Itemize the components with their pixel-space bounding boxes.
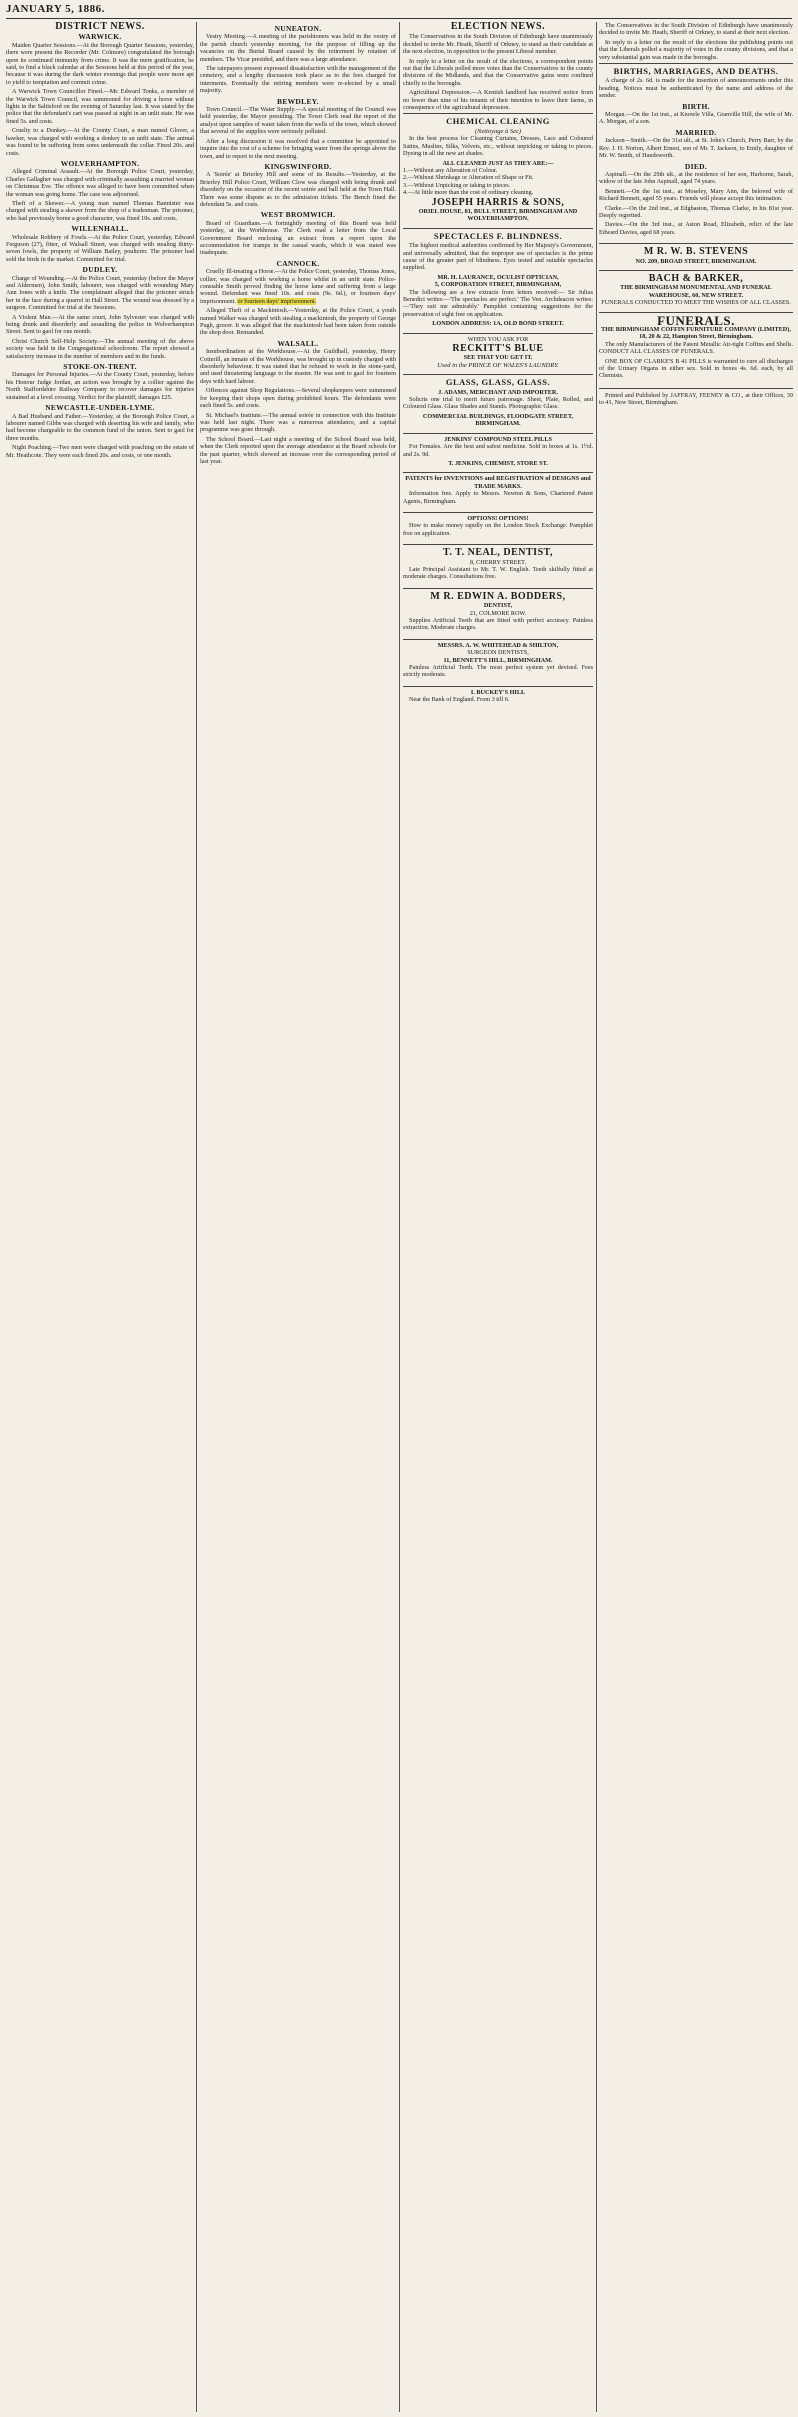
advert-patents	[403, 472, 593, 510]
advert-subtitle: ALL CLEANED JUST AS THEY ARE:—	[442, 159, 554, 167]
advert-address: LONDON ADDRESS: 1A, OLD BOND STREET.	[432, 320, 564, 328]
article-text: Christ Church Self-Help Society.—The annual meeting of the above society was held in the Congregational schoolroom. The report showed a satisfactory increase in the number of members and in the funds.	[6, 337, 194, 360]
article-text: A Violent Man.—At the same court, John Sylvester was charged with being drunk and disorderly and assaulting the police in Wolverhampton Street. Sent to gaol for one month.	[6, 313, 194, 336]
advert-name: MR. H. LAURANCE, OCULIST OPTICIAN,	[437, 273, 559, 281]
list-item: 4.—At little more than the cost of ordinary cleaning.	[403, 189, 534, 197]
article-text: Offences against Shop Regulations.—Several shopkeepers were summoned for keeping their shops open during prohibited hours. The defendants were each fined 5s. and costs.	[200, 387, 396, 410]
article-text: Wholesale Robbery of Fowls.—At the Police Court, yesterday, Edward Ferguson (27), fitter, of Walsall Street, was charged with stealing thirty-seven fowls, the property of William Bailey, poulterer. The prisoner had sold the birds in the market. Committed for trial.	[6, 233, 194, 263]
column-rule	[399, 22, 400, 2412]
notice-entry: Morgan.—On the 1st inst., at Knowle Villa, Granville Hill, the wife of Mr. A. Morgan, of a son.	[599, 111, 793, 126]
advert-text: THE BIRMINGHAM COFFIN FURNITURE COMPANY (LIMITED), 18, 20 & 22, Hampton Street, Birmingham.	[601, 326, 791, 341]
notice-entry: Aspinall.—On the 29th ult., at the residence of her son, Harborne, Sarah, widow of the late John Aspinall, aged 74 years.	[599, 170, 793, 186]
subhead-birth: BIRTH.	[682, 101, 710, 111]
advert-name: M R. W. B. STEVENS	[643, 246, 749, 258]
subhead-warwick: WARWICK.	[78, 32, 122, 42]
advert-text: In the best process for Cleaning Curtains, Dresses, Lace and Coloured Satins, Muslins, Silks, Velvets, etc., without unpicking or taking to pieces. Dyeing in all the new art shades.	[403, 135, 593, 158]
advert-title: SPECTACLES F. BLINDNESS.	[433, 230, 563, 241]
advert-text: The only Manufacturers of the Patent Metallic Air-tight Coffins and Shells. CONDUCT ALL CLASSES OF FUNERALS.	[599, 340, 793, 356]
notice-entry: Jackson—Smith.—On the 31st ult., at St. John's Church, Perry Barr, by the Rev. J. H. Norton, Albert Ernest, son of Mr. T. Jackson, to Emily, daughter of Mr. W. Smith, of Handsworth.	[599, 137, 793, 160]
advert-role: DENTIST,	[483, 602, 513, 610]
advert-address: 5, CORPORATION STREET, BIRMINGHAM,	[434, 281, 562, 289]
subhead-dudley: DUDLEY.	[82, 265, 118, 275]
section-title: ELECTION NEWS.	[450, 22, 546, 32]
list-item: 1.—Without any Alteration of Colour.	[403, 166, 498, 174]
article-text: Agricultural Depression.—A Kentish landlord has received notice from no fewer than nine of his tenants of their intention to leave their farms, in consequence of the agricultural depression.	[403, 89, 593, 112]
section-title: DISTRICT NEWS.	[55, 22, 145, 32]
article-text: The ratepayers present expressed dissatisfaction with the management of the cemetery, and a lengthy discussion took place as to the fees charged for interments. Eventually the retiring members were re-elected by a small majority.	[200, 65, 396, 95]
advert-bach-barker	[599, 270, 793, 310]
column-3	[403, 22, 593, 2412]
advert-chemical-cleaning	[403, 113, 593, 225]
article-text: The Conservatives in the South Division of Edinburgh have unanimously decided to invite Mr. Heath, Sheriff of Orkney, to stand at their next election.	[599, 22, 793, 37]
subhead-walsall: WALSALL.	[277, 338, 319, 348]
advert-text: Solicits one trial to merit future patronage. Sheet, Plate, Rolled, and Coloured Glass. Glass Shades and Stands. Photographic Glass.	[403, 396, 593, 411]
advert-title: JENKINS' COMPOUND STEEL PILLS	[444, 435, 552, 443]
article-text: Night Poaching.—Two men were charged with poaching on the estate of Mr. Heathcote. They were each fined 20s. and costs, or one month.	[6, 444, 194, 459]
subhead-died: DIED.	[684, 161, 708, 171]
advert-subtitle: (Nettoyage à Sec)	[474, 127, 522, 135]
advert-name: I. BUCKEY'S HILL	[470, 688, 526, 696]
advert-text: Near the Bank of England. From 3 till 6.	[409, 696, 510, 704]
advert-options	[403, 512, 593, 542]
advert-role: SURGEON DENTISTS,	[467, 649, 529, 657]
column-4	[599, 22, 793, 2412]
divider	[599, 388, 793, 389]
article-text	[200, 268, 396, 305]
subhead-stoke: STOKE-ON-TRENT.	[63, 362, 137, 372]
advert-text: FUNERALS CONDUCTED TO MEET THE WISHES OF ALL CLASSES.	[601, 299, 791, 307]
article-text: A Bad Husband and Father.—Yesterday, at the Borough Police Court, a labourer named Gibbs was charged with deserting his wife and family, who had become chargeable to the common fund of the union. Sent to gaol for three months.	[6, 412, 194, 442]
article-text: A 'Soirée' at Brierley Hill and some of its Results.—Yesterday, at the Brierley Hill Police Court, William Clow was charged with being drunk and disorderly on the occasion of the recent soirée and ball held at the Town Hall. There was some dispute as to the admission tickets. The Bench fined the defendant 5s. and costs.	[200, 171, 396, 208]
advert-name: T. JENKINS, CHEMIST, STORE ST.	[448, 459, 548, 467]
advert-name: J. ADAMS, MERCHANT AND IMPORTER.	[438, 388, 558, 396]
article-text: Charge of Wounding.—At the Police Court, yesterday (before the Mayor and Aldermen), John Smith, labourer, was charged with wounding Mary Ann Jones with a knife. The complainant alleged that the prisoner struck her in the face during a quarrel in Hall Street. The wound was dressed by a surgeon. Committed for trial at the Sessions.	[6, 274, 194, 312]
list-item: 3.—Without Unpicking or taking to pieces.	[403, 181, 511, 189]
advert-whitehead-dentist	[403, 639, 593, 684]
advert-glass	[403, 374, 593, 430]
advert-address: COMMERCIAL BUILDINGS, FLOODGATE STREET, BIRMINGHAM.	[422, 412, 574, 428]
article-text: The School Board.—Last night a meeting of the School Board was held, when the Clerk reported upon the average attendance at the Board schools for the past quarter, which showed an increase over the corresponding period of last year.	[200, 435, 396, 465]
printer-imprint: Printed and Published by JAFFRAY, FEENEY & CO., at their Offices, 39 to 41, New Street, Birmingham.	[599, 391, 793, 407]
advert-bodders-dentist	[403, 588, 593, 637]
advert-funerals	[599, 312, 793, 385]
advert-name: MESSRS. A. W. WHITEHEAD & SHILTON,	[437, 641, 559, 649]
advert-title: GLASS, GLASS, GLASS.	[445, 377, 551, 388]
article-text: After a long discussion it was resolved that a committee be appointed to inquire into the cost of a scheme for bringing water from the springs above the town, and to report to the next meeting.	[200, 137, 396, 160]
advert-text: For Females. Are the best and safest medicine. Sold in boxes at 1s. 1½d. and 2s. 9d.	[403, 443, 593, 458]
issue-date: JANUARY 5, 1886.	[6, 3, 105, 15]
advert-name: JOSEPH HARRIS & SONS,	[431, 196, 565, 208]
advert-subtitle: Used in the PRINCE OF WALES'S LAUNDRY.	[437, 361, 559, 369]
article-text: Maiden Quarter Sessions.—At the Borough Quarter Sessions, yesterday, there were present the Recorder (Mr. Colmore) congratulated the borough upon its continued immunity from crime. It was the mere gratification, he said, to find a black calendar at the Sessions held at this period of the year, because it was during the dark winter evenings that people were more apt to yield to temptation and commit crime.	[6, 41, 194, 86]
subhead-wolverhampton: WOLVERHAMPTON.	[60, 158, 140, 168]
advert-address: 11, BENNETT'S HILL, BIRMINGHAM.	[443, 656, 553, 664]
advert-text: The highest medical authorities confirmed by Her Majesty's Government, and universally admitted, that the improper use of spectacles is the prime cause of the greater part of blindness. Eyes tested and suitable spectacles supplied.	[403, 242, 593, 272]
advert-title: OPTIONS! OPTIONS!	[467, 514, 529, 522]
advert-name: BACH & BARKER,	[648, 272, 744, 284]
advert-buckey	[403, 686, 593, 709]
advert-tagline: SEE THAT YOU GET IT.	[463, 354, 533, 362]
advert-address: 8, CHERRY STREET.	[469, 558, 527, 566]
article-text: Alleged Theft of a Mackintosh.—Yesterday, at the Police Court, a youth named Walker was charged with stealing a mackintosh, the property of George Pugh, grocer. It was alleged that the mackintosh had been taken from outside the shop door. Remanded.	[200, 307, 396, 337]
advert-spectacles	[403, 228, 593, 331]
article-text: Cruelty to a Donkey.—At the County Court, a man named Glover, a hawker, was charged with working a donkey in an unfit state. The animal was found to be suffering from sores underneath the collar. Fined 20s. and costs.	[6, 127, 194, 157]
notice-entry: Clarke.—On the 2nd inst., at Edgbaston, Thomas Clarke, in his 81st year. Deeply regretted.	[599, 204, 793, 219]
column-rule	[196, 22, 197, 2412]
subhead-newcastle: NEWCASTLE-UNDER-LYME.	[45, 403, 155, 413]
notices-text: A charge of 2s. 6d. is made for the insertion of announcements under this heading. Notices must be authenticated by the name and address of the sender.	[599, 77, 793, 100]
subhead-married: MARRIED.	[675, 127, 717, 137]
article-text: Alleged Criminal Assault.—At the Borough Police Court, yesterday, Charles Gallagher was charged with criminally assaulting a married woman on Christmas Eve. The offence was alleged to have been committed when the woman was going home. The case was adjourned.	[6, 168, 194, 198]
notices-births-marriages-deaths	[599, 63, 793, 241]
subhead-cannock: CANNOCK.	[276, 258, 320, 268]
article-text: Damages for Personal Injuries.—At the County Court, yesterday, before his Honour Judge Jordan, an action was brought by a collier against the North Staffordshire Railway Company to recover damages for injuries sustained at a level crossing. Verdict for the plaintiff, damages £25.	[6, 371, 194, 401]
advert-name: T. T. NEAL, DENTIST,	[442, 547, 554, 559]
column-rule	[596, 22, 597, 2412]
advert-jenkins	[403, 433, 593, 471]
notice-entry: Bennett.—On the 1st inst., at Moseley, Mary Ann, the beloved wife of Richard Bennett, aged 55 years. Friends will please accept this intimation.	[599, 187, 793, 203]
column-1	[6, 22, 194, 2412]
advert-text: Painless Artificial Teeth. The most perfect system yet devised. Fees strictly moderate.	[403, 664, 593, 679]
article-text: Board of Guardians.—A fortnightly meeting of this Board was held yesterday, at the Workhouse. The Clerk read a letter from the Local Government Board enclosing an extract from a report upon the accommodation for tramps in the casual wards, which it was stated was inadequate.	[200, 219, 396, 257]
advert-text: WHEN YOU ASK FOR	[467, 335, 529, 343]
article-text: In reply to a letter on the result of the elections, a correspondent points out that the Liberals polled more votes than the Conservatives in the county divisions of the Midlands, and that the Conservative gains were confined chiefly to the boroughs.	[403, 57, 593, 87]
masthead	[6, 2, 792, 19]
advert-address: NO. 209, BROAD STREET, BIRMINGHAM.	[635, 257, 757, 265]
highlighted-text: or fourteen days' imprisonment.	[237, 297, 317, 305]
advert-text: Information free. Apply to Messrs. Newton & Sons, Chartered Patent Agents, Birmingham.	[403, 490, 593, 505]
advert-title: CHEMICAL CLEANING	[446, 116, 550, 127]
article-text-part: Cruelly Ill-treating a Horse.—At the Police Court, yesterday, Thomas Jones, collier, was charged with working a horse whilst in an unfit state. Police-constable Smith proved finding the horse lame and suffering from a large wound. Defendant was fined 10s. and costs (9s. 6d.), or fourteen days' imprisonment.	[200, 268, 396, 305]
subhead-nuneaton: NUNEATON.	[274, 24, 322, 33]
column-2	[200, 22, 396, 2412]
article-text: Town Council.—The Water Supply.—A special meeting of the Council was held yesterday, the Mayor presiding. The Town Clerk read the report of the analyst upon samples of water taken from the wells of the town, which showed that several of the supplies were seriously polluted.	[200, 106, 396, 136]
notices-title: BIRTHS, MARRIAGES, AND DEATHS.	[613, 66, 779, 77]
list-item: 2.—Without Shrinkage or Alteration of Shape or Fit.	[403, 174, 534, 182]
advert-text: Supplies Artificial Teeth that are fitted with perfect accuracy. Painless extraction. Moderate charges.	[403, 617, 593, 632]
advert-address: ORIEL HOUSE, 81, BULL STREET, BIRMINGHAM AND WOLVERHAMPTON.	[418, 207, 578, 223]
advert-name: RECKITT'S BLUE	[452, 343, 544, 355]
advert-title: PATENTS for INVENTIONS and REGISTRATION of DESIGNS and TRADE MARKS.	[405, 475, 591, 490]
notice-entry: Davies.—On the 3rd inst., at Aston Road, Elizabeth, relict of the late Edward Davies, aged 68 years.	[599, 221, 793, 236]
article-text: Theft of a Skewer.—A young man named Thomas Bannister was charged with stealing a skewer from the shop of a tradesman. The prisoner, who had previously borne a good character, was fined 10s. and costs.	[6, 199, 194, 222]
article-text: St. Michael's Institute.—The annual soirée in connection with this Institute was held last night. There was a numerous attendance, and a capital programme was gone through.	[200, 411, 396, 434]
article-text: In reply to a letter on the result of the elections the publishing points out that the Liberals polled a majority of votes in the county divisions, and that a very substantial gain was made in the boroughs.	[599, 38, 793, 61]
advert-text: THE BIRMINGHAM MONUMENTAL AND FUNERAL WAREHOUSE, 60, NEW STREET.	[620, 284, 772, 299]
subhead-willenhall: WILLENHALL.	[71, 224, 129, 234]
article-text: Insubordination at the Workhouse.—At the Guildhall, yesterday, Henry Cotterill, an inmate of the Workhouse, was brought up in custody charged with disorderly behaviour. It was stated that he refused to work in the stone-yard, and used threatening language to the master. He was sent to gaol for fourteen days with hard labour.	[200, 348, 396, 385]
subhead-westbromwich: WEST BROMWICH.	[260, 210, 336, 220]
article-text: Vestry Meeting.—A meeting of the parishioners was held in the vestry of the parish church yesterday morning, for the purpose of filling up the vacancies on the Burial Board caused by the retirement by rotation of members. The Vicar presided, and there was a large attendance.	[200, 33, 396, 63]
subhead-bewdley: BEWDLEY.	[277, 96, 319, 106]
advert-text: How to make money rapidly on the London Stock Exchange. Pamphlet free on application.	[403, 522, 593, 537]
advert-reckitts	[403, 333, 593, 373]
advert-text: Late Principal Assistant to Mr. T. W. English. Teeth skilfully fitted at moderate charges. Consultations free.	[403, 565, 593, 581]
advert-name: M R. EDWIN A. BODDERS,	[430, 590, 566, 602]
advert-list	[403, 167, 593, 197]
advert-address: 21, COLMORE ROW.	[469, 609, 527, 617]
advert-title: FUNERALS.	[657, 312, 735, 328]
advert-text: ONE BOX OF CLARKE'S B 41 PILLS is warranted to cure all discharges of the Urinary Organs in either sex. Sold in boxes 4s. 6d. each, by all Chemists.	[599, 357, 793, 380]
subhead-kingswinford: KINGSWINFORD.	[264, 161, 332, 171]
article-text: The Conservatives in the South Division of Edinburgh have unanimously decided to invite Mr. Heath, Sheriff of Orkney, to stand as their candidate at the next election, in opposition to the present Liberal member.	[403, 33, 593, 56]
advert-neal-dentist	[403, 544, 593, 586]
article-text: A Warwick Town Councillor Fined.—Mr. Edward Tonks, a member of the Warwick Town Council, was summoned for driving a horse without lights in the Saltisford on the evening of Saturday last. It was stated by the police that the defendant's cart was passed at night in an unlit state. He was fined 5s. and costs.	[6, 88, 194, 125]
advert-text: The following are a few extracts from letters received:— Sir Julius Benedict writes:—'The spectacles are perfect.' The Ven. Archdeacon writes:—'They suit me admirably.' Pamphlet containing suggestions for the preservation of sight free on application.	[403, 288, 593, 318]
advert-stevens	[599, 243, 793, 268]
